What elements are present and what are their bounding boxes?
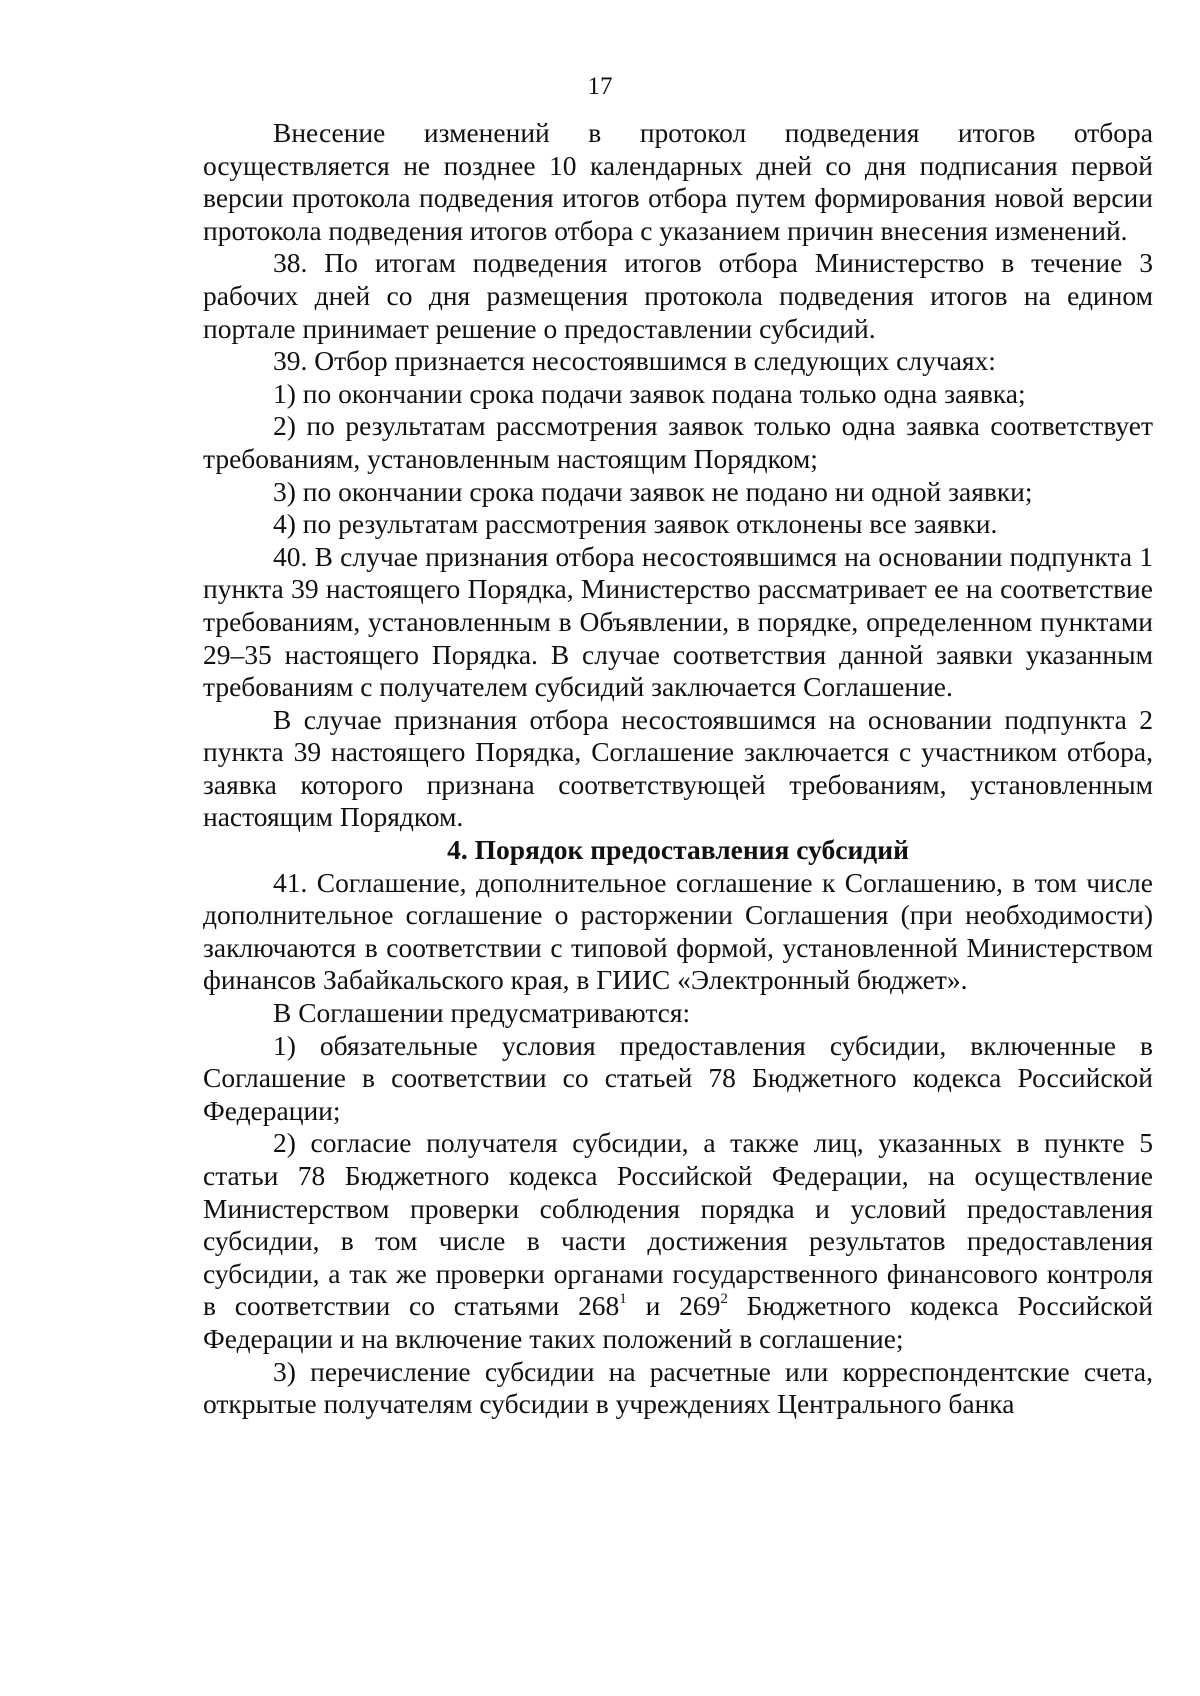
paragraph: 39. Отбор признается несостоявшимся в следующих случаях: [273, 345, 996, 377]
list-item: 4) по результатам рассмотрения заявок отклонены все заявки. [273, 508, 998, 540]
paragraph: 40. В случае признания отбора несостоявшимся на основании подпункта 1 пункта 39 настоящего Порядка, Министерство рассматривает ее на соответствие требованиям, установленным в Объявлении, в порядке, определенном пунктами 29–35 настоящего Порядка. В случае соответствия данной заявки указанным требованиям с получателем субсидий заключается Соглашение. [203, 540, 1153, 703]
superscript: 2 [720, 1291, 728, 1308]
text-fragment: 2) согласие получателя субсидии, а также лиц, указанных в пункте 5 статьи 78 Бюджетного кодекса Российской Федерации, на осуществление Министерством проверки соблюдения порядка и условий предоставления субсидии, в том числе в части достижения результатов предоставления субсидии, а так же проверки органами государственного финансового контроля в соответствии со статьями 268 [203, 1127, 1153, 1322]
list-item: 2) по результатам рассмотрения заявок только одна заявка соответствует требованиям, установленным настоящим Порядком; [203, 410, 1153, 474]
text-fragment: и 269 [626, 1290, 721, 1322]
paragraph: В случае признания отбора несостоявшимся на основании подпункта 2 пункта 39 настоящего Порядка, Соглашение заключается с участником отбора, заявка которого признана соответствующей требованиям, установленным настоящим Порядком. [203, 703, 1153, 833]
section-heading: 4. Порядок предоставления субсидий [447, 834, 909, 866]
document-body [203, 117, 1153, 1421]
paragraph: Внесение изменений в протокол подведения итогов отбора осуществляется не позднее 10 календарных дней со дня подписания первой версии протокола подведения итогов отбора путем формирования новой версии протокола подведения итогов отбора с указанием причин внесения изменений. [203, 117, 1153, 246]
list-item: 1) по окончании срока подачи заявок подана только одна заявка; [273, 377, 1026, 409]
page-number: 17 [587, 73, 613, 100]
list-item: 3) перечисление субсидии на расчетные или корреспондентские счета, открытые получателям субсидии в учреждениях Центрального банка [203, 1355, 1153, 1420]
list-item: 1) обязательные условия предоставления субсидии, включенные в Соглашение в соответствии со статьей 78 Бюджетного кодекса Российской Федерации; [203, 1029, 1153, 1126]
paragraph: 38. По итогам подведения итогов отбора Министерство в течение 3 рабочих дней со дня размещения протокола подведения итогов на едином портале принимает решение о предоставлении субсидий. [203, 247, 1153, 344]
text-fragment: Бюджетного кодекса Российской Федерации и на включение таких положений в соглашение; [203, 1290, 1153, 1354]
list-item: 3) по окончании срока подачи заявок не подано ни одной заявки; [273, 475, 1033, 507]
superscript: 1 [619, 1291, 627, 1308]
paragraph: В Соглашении предусматриваются: [273, 997, 691, 1029]
list-item [203, 1127, 1153, 1355]
paragraph: 41. Соглашение, дополнительное соглашение к Соглашению, в том числе дополнительное соглашение о расторжении Соглашения (при необходимости) заключаются в соответствии с типовой формой, установленной Министерством финансов Забайкальского края, в ГИИС «Электронный бюджет». [203, 866, 1153, 996]
